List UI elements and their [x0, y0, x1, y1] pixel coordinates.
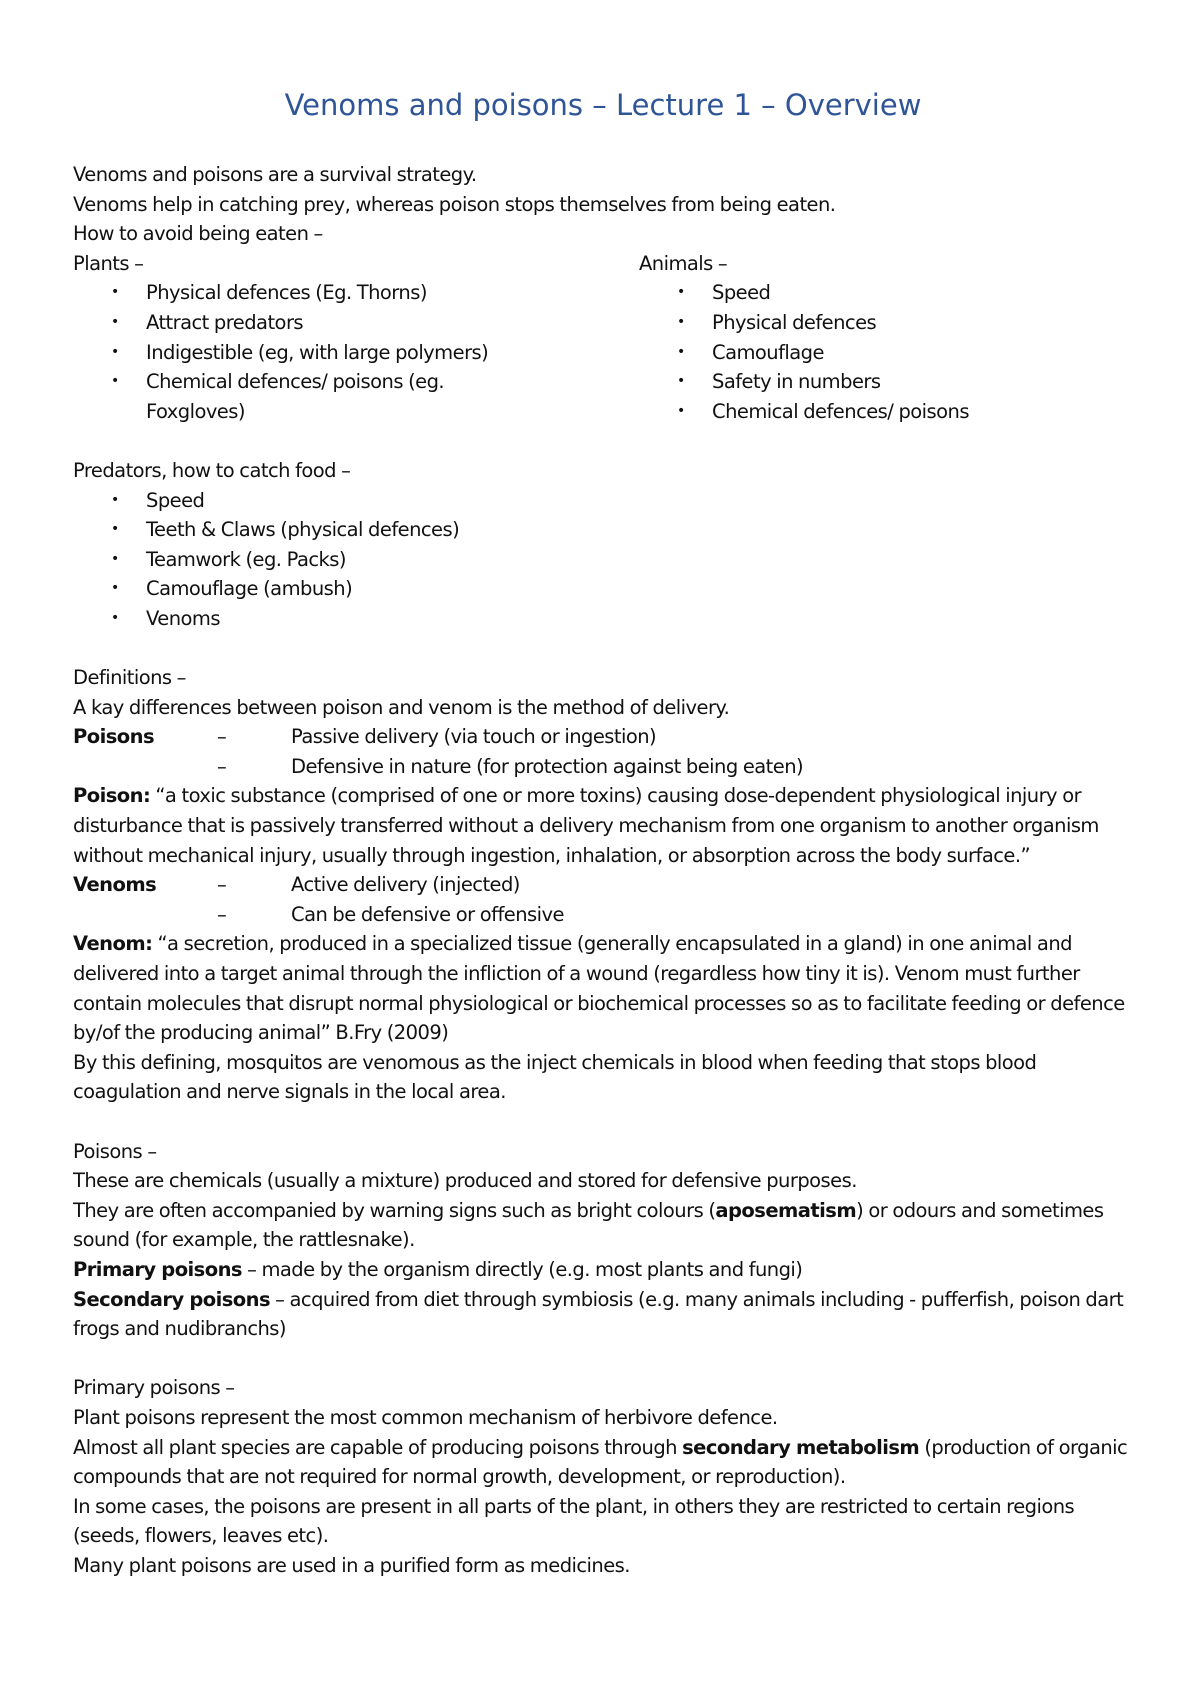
list-item: • Teamwork (eg. Packs)	[73, 545, 1133, 575]
primary-section-line-2	[73, 1433, 1133, 1492]
poison-definition-text: “a toxic substance (comprised of one or more toxins) causing dose-dependent physiological injury or disturbance that is passively transferred without a delivery mechanism from one organism to another organism without mechanical injury, usually through ingestion, inhalation, or absorption across the body surface.”	[73, 784, 1099, 867]
poison-label: Poison:	[73, 784, 151, 808]
aposematism-term: aposematism	[715, 1198, 857, 1222]
dash: –	[217, 725, 227, 749]
venoms-row-2	[73, 900, 1133, 930]
poisons-desc-2: Defensive in nature (for protection against being eaten)	[291, 754, 804, 778]
primary-section-line-1: Plant poisons represent the most common mechanism of herbivore defence.	[73, 1405, 778, 1429]
list-item: • Chemical defences/ poisons	[639, 397, 1133, 427]
venom-definition	[73, 929, 1133, 1047]
primary-section-line-4: Many plant poisons are used in a purified form as medicines.	[73, 1553, 630, 1577]
dash: –	[217, 902, 227, 926]
text-span: They are often accompanied by warning signs such as bright colours (	[73, 1198, 716, 1222]
primary-section-line-3: In some cases, the poisons are present in all parts of the plant, in others they are restricted to certain regions (seeds, flowers, leaves etc).	[73, 1494, 1075, 1548]
list-item: • Indigestible (eg, with large polymers)	[73, 338, 639, 368]
list-item: • Speed	[73, 486, 1133, 516]
animals-heading: Animals –	[639, 251, 728, 275]
list-item: • Chemical defences/ poisons (eg. Foxgloves)	[73, 367, 526, 426]
secondary-metabolism-term: secondary metabolism	[682, 1435, 920, 1459]
predators-heading: Predators, how to catch food –	[73, 458, 351, 482]
dash: –	[217, 754, 227, 778]
poison-definition	[73, 781, 1133, 870]
poisons-term: Poisons	[73, 725, 155, 749]
venoms-term: Venoms	[73, 873, 157, 897]
primary-section-heading: Primary poisons –	[73, 1376, 235, 1400]
list-item: • Attract predators	[73, 308, 639, 338]
poisons-section-heading: Poisons –	[73, 1139, 157, 1163]
text-span: ) or odours and sometimes sound (for example, the rattlesnake).	[73, 1198, 1104, 1252]
primary-poisons-label: Primary poisons	[73, 1257, 242, 1281]
poisons-desc-1: Passive delivery (via touch or ingestion)	[291, 725, 657, 749]
venom-label: Venom:	[73, 932, 153, 956]
venoms-row-1	[73, 870, 1133, 900]
list-item: • Speed	[639, 278, 1133, 308]
intro-line-1: Venoms and poisons are a survival strategy.	[73, 163, 477, 186]
list-item: • Teeth & Claws (physical defences)	[73, 515, 1133, 545]
text-span: Almost all plant species are capable of producing poisons through	[73, 1435, 683, 1459]
secondary-poisons-line	[73, 1285, 1133, 1344]
list-item: • Venoms	[73, 604, 1133, 634]
list-item: • Camouflage	[639, 338, 1133, 368]
plants-heading: Plants –	[73, 251, 144, 275]
secondary-poisons-text: – acquired from diet through symbiosis (e.g. many animals including - pufferfish, poison dart frogs and nudibranchs)	[73, 1287, 1124, 1341]
list-item: • Physical defences (Eg. Thorns)	[73, 278, 639, 308]
plants-column	[73, 249, 639, 427]
primary-poisons-text: – made by the organism directly (e.g. most plants and fungi)	[241, 1257, 803, 1281]
defence-columns	[73, 249, 1133, 427]
secondary-poisons-label: Secondary poisons	[73, 1287, 271, 1311]
predators-list	[73, 486, 1133, 634]
poisons-row-2	[73, 752, 1133, 782]
page-title: Venoms and poisons – Lecture 1 – Overview	[284, 88, 922, 122]
list-item: • Safety in numbers	[639, 367, 1133, 397]
document-body	[73, 160, 1133, 1581]
primary-poisons-line	[73, 1255, 1133, 1285]
document-page	[73, 88, 1133, 1581]
poisons-section-line-2	[73, 1196, 1133, 1255]
venom-definition-text: “a secretion, produced in a specialized tissue (generally encapsulated in a gland) in one animal and delivered into a target animal through the infliction of a wound (regardless how tiny it is). Venom must further contain molecules that disrupt normal physiological or biochemical processes so as to facilitate feeding or defence by/of the producing animal” B.Fry (2009)	[73, 932, 1125, 1045]
poisons-section-line-1: These are chemicals (usually a mixture) produced and stored for defensive purposes.	[73, 1169, 857, 1193]
animals-list	[639, 278, 1133, 426]
definitions-heading: Definitions –	[73, 666, 186, 690]
dash: –	[217, 873, 227, 897]
poisons-row-1	[73, 722, 1133, 752]
intro-line-3: How to avoid being eaten –	[73, 222, 323, 246]
venoms-desc-1: Active delivery (injected)	[291, 873, 520, 897]
intro-line-2: Venoms help in catching prey, whereas poison stops themselves from being eaten.	[73, 192, 836, 216]
text-span: (production of organic compounds that are not required for normal growth, development, or reproduction).	[73, 1435, 1128, 1489]
animals-column	[639, 249, 1133, 427]
plants-list	[73, 278, 639, 426]
definitions-intro: A kay differences between poison and venom is the method of delivery.	[73, 695, 730, 719]
venoms-desc-2: Can be defensive or offensive	[291, 902, 564, 926]
list-item: • Camouflage (ambush)	[73, 574, 1133, 604]
mosquito-note: By this defining, mosquitos are venomous as the inject chemicals in blood when feeding that stops blood coagulation and nerve signals in the local area.	[73, 1050, 1037, 1104]
list-item: • Physical defences	[639, 308, 1133, 338]
